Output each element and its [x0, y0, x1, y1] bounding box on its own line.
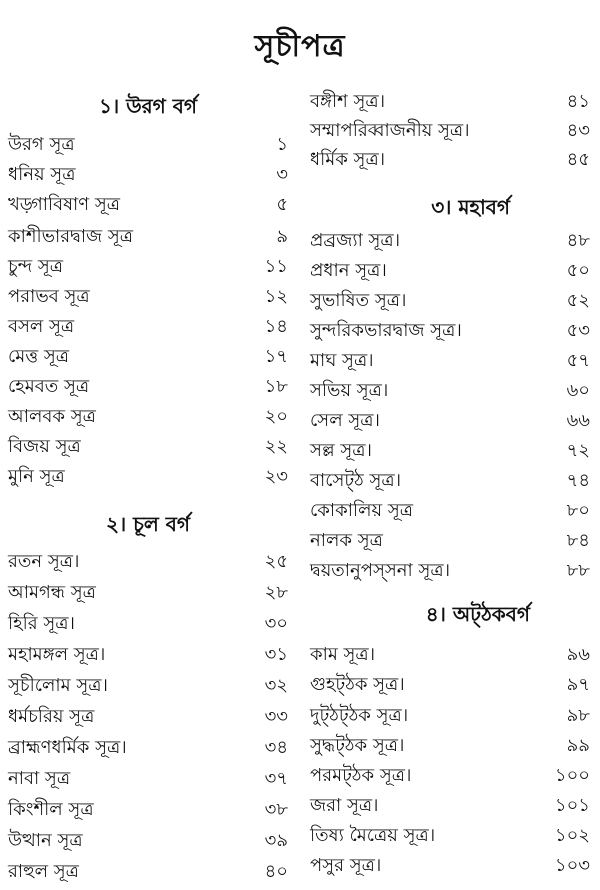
- entry-title: প্রব্রজ্যা সূত্র।: [310, 230, 401, 251]
- entry-title: বসল সূত্র: [8, 316, 75, 337]
- entry-page: ৯: [276, 226, 288, 247]
- toc-entry[interactable]: [310, 851, 590, 881]
- entry-page: ২২: [264, 436, 288, 457]
- toc-entry[interactable]: [310, 286, 590, 316]
- entry-page: ৬৬: [566, 410, 590, 431]
- entry-title: দ্বয়তানুপস্সনা সূত্র।: [310, 560, 451, 581]
- section-heading-1: ১। উরগ বর্গ: [99, 94, 197, 118]
- entry-title: পসুর সূত্র।: [310, 855, 382, 876]
- entry-title: বাসেট্‌ঠ সূত্র।: [310, 470, 402, 491]
- toc-entry[interactable]: [8, 432, 288, 462]
- toc-entry[interactable]: [8, 130, 288, 160]
- entry-title: ধর্মিক সূত্র।: [310, 149, 386, 170]
- toc-entry[interactable]: [310, 670, 590, 700]
- toc-entry[interactable]: [8, 222, 288, 252]
- entry-page: ১০০: [554, 765, 590, 786]
- toc-entry[interactable]: [310, 556, 590, 586]
- entry-page: ১৮: [264, 376, 288, 397]
- toc-entry[interactable]: [8, 609, 288, 639]
- toc-entry[interactable]: [8, 160, 288, 190]
- entry-page: ৯৬: [566, 644, 590, 665]
- toc-entry[interactable]: [310, 145, 590, 175]
- entry-title: ব্রাহ্মণধর্মিক সূত্র।: [8, 737, 127, 758]
- toc-entry[interactable]: [8, 462, 288, 492]
- entry-page: ৯৭: [566, 674, 590, 695]
- toc-entry[interactable]: [310, 346, 590, 376]
- toc-entry[interactable]: [8, 640, 288, 670]
- entry-page: ৩৭: [264, 768, 288, 789]
- toc-entry[interactable]: [8, 857, 288, 887]
- entry-title: সুভাষিত সূত্র।: [310, 290, 407, 311]
- entry-page: ৪০: [264, 861, 288, 882]
- toc-entry[interactable]: [310, 640, 590, 670]
- entry-page: ১০৩: [554, 855, 590, 876]
- entry-title: সুদ্ধট্‌ঠক সূত্র।: [310, 735, 405, 756]
- entry-page: ৮৮: [566, 560, 590, 581]
- entry-page: ৪১: [566, 91, 590, 112]
- entry-page: ৩১: [264, 644, 288, 665]
- toc-entry[interactable]: [310, 791, 590, 821]
- entry-page: ৬০: [566, 380, 590, 401]
- toc-entry[interactable]: [310, 526, 590, 556]
- entry-title: চুন্দ সূত্র: [8, 256, 63, 277]
- entry-title: কিংশীল সূত্র: [8, 799, 94, 820]
- entry-page: ১০২: [554, 825, 590, 846]
- entry-title: সল্ল সূত্র।: [310, 440, 372, 461]
- entry-title: ধনিয় সূত্র: [8, 164, 76, 185]
- toc-entry[interactable]: [310, 406, 590, 436]
- entry-title: সেল সূত্র।: [310, 410, 380, 431]
- toc-entry[interactable]: [8, 795, 288, 825]
- entry-page: ৪৫: [566, 149, 590, 170]
- entry-title: রতন সূত্র।: [8, 551, 80, 572]
- entry-title: ধর্মচরিয় সূত্র: [8, 706, 95, 727]
- toc-entry[interactable]: [8, 190, 288, 220]
- toc-entry[interactable]: [8, 733, 288, 763]
- toc-entry[interactable]: [8, 702, 288, 732]
- entry-page: ৩০: [264, 613, 288, 634]
- entry-page: ৩৯: [264, 830, 288, 851]
- toc-entry[interactable]: [310, 316, 590, 346]
- entry-page: ১৭: [264, 346, 288, 367]
- entry-title: দুট্‌ঠট্‌ঠক সূত্র।: [310, 705, 409, 726]
- entry-page: ৪৩: [566, 120, 590, 141]
- toc-entry[interactable]: [310, 376, 590, 406]
- entry-title: প্রধান সূত্র।: [310, 260, 387, 281]
- entry-title: কোকালিয় সূত্র: [310, 500, 413, 521]
- entry-title: পরমট্‌ঠক সূত্র।: [310, 765, 412, 786]
- entry-page: ৯৮: [566, 705, 590, 726]
- entry-page: ৫: [276, 194, 288, 215]
- entry-page: ৫০: [566, 260, 590, 281]
- entry-title: সম্মাপরিব্বাজনীয় সূত্র।: [310, 120, 470, 141]
- entry-page: ১৪: [264, 316, 288, 337]
- toc-entry[interactable]: [310, 701, 590, 731]
- toc-entry[interactable]: [310, 436, 590, 466]
- toc-entry[interactable]: [8, 312, 288, 342]
- entry-page: ৭২: [566, 440, 590, 461]
- entry-title: উরগ সূত্র: [8, 134, 75, 155]
- entry-title: নাবা সূত্র: [8, 768, 71, 789]
- entry-title: সূচীলোম সূত্র।: [8, 675, 108, 696]
- entry-page: ৭৪: [566, 470, 590, 491]
- entry-title: হেমবত সূত্র: [8, 376, 90, 397]
- toc-entry[interactable]: [8, 342, 288, 372]
- entry-page: ২০: [264, 406, 288, 427]
- toc-entry[interactable]: [8, 826, 288, 856]
- toc-entry[interactable]: [8, 671, 288, 701]
- toc-entry[interactable]: [310, 496, 590, 526]
- entry-page: ৩৩: [264, 706, 288, 727]
- entry-page: ৫৩: [566, 320, 590, 341]
- entry-title: বিজয় সূত্র: [8, 436, 81, 457]
- entry-page: ৮০: [566, 500, 590, 521]
- entry-title: কাশীভারদ্বাজ সূত্র: [8, 226, 134, 247]
- entry-title: মেত্ত সূত্র: [8, 346, 70, 367]
- entry-title: খড়্গাবিষাণ সূত্র: [8, 194, 120, 215]
- entry-page: ২৩: [264, 466, 288, 487]
- entry-page: ৫২: [566, 290, 590, 311]
- page-title: সূচীপত্র: [254, 29, 346, 64]
- entry-page: ৩২: [264, 675, 288, 696]
- entry-title: সুন্দরিকভারদ্বাজ সূত্র।: [310, 320, 462, 341]
- entry-page: ৪৮: [566, 230, 590, 251]
- toc-entry[interactable]: [8, 372, 288, 402]
- entry-title: তিষ্য মৈত্রেয় সূত্র।: [310, 825, 436, 846]
- entry-title: মাঘ সূত্র।: [310, 350, 374, 371]
- toc-entry[interactable]: [8, 578, 288, 608]
- section-heading-3: ৩। মহাবর্গ: [431, 195, 510, 219]
- entry-page: ৩৪: [264, 737, 288, 758]
- entry-title: রাহুল সূত্র: [8, 861, 79, 882]
- entry-page: ১: [276, 134, 288, 155]
- toc-entry[interactable]: [310, 116, 590, 146]
- entry-page: ৩: [276, 164, 288, 185]
- toc-entry[interactable]: [8, 252, 288, 282]
- entry-title: হিরি সূত্র।: [8, 613, 75, 634]
- entry-title: মুনি সূত্র: [8, 466, 65, 487]
- toc-entry[interactable]: [310, 87, 590, 117]
- entry-title: মহামঙ্গল সূত্র।: [8, 644, 106, 665]
- entry-title: আলবক সূত্র: [8, 406, 96, 427]
- toc-entry[interactable]: [8, 547, 288, 577]
- toc-entry[interactable]: [310, 256, 590, 286]
- toc-entry[interactable]: [8, 764, 288, 794]
- entry-title: উত্থান সূত্র: [8, 830, 83, 851]
- entry-title: সভিয় সূত্র।: [310, 380, 389, 401]
- toc-entry[interactable]: [310, 731, 590, 761]
- entry-title: বঙ্গীশ সূত্র।: [310, 91, 386, 112]
- entry-title: গুহট্‌ঠক সূত্র।: [310, 674, 405, 695]
- toc-entry[interactable]: [310, 761, 590, 791]
- entry-page: ১১: [264, 256, 288, 277]
- toc-entry[interactable]: [310, 821, 590, 851]
- section-heading-4: ৪। অট্‌ঠকবর্গ: [425, 602, 530, 626]
- toc-entry[interactable]: [310, 466, 590, 496]
- toc-entry[interactable]: [8, 402, 288, 432]
- entry-page: ৮৪: [566, 530, 590, 551]
- entry-page: ১২: [264, 286, 288, 307]
- toc-entry[interactable]: [310, 226, 590, 256]
- entry-page: ৫৭: [566, 350, 590, 371]
- entry-title: কাম সূত্র।: [310, 644, 376, 665]
- entry-page: ২৫: [264, 551, 288, 572]
- entry-page: ১০১: [554, 795, 590, 816]
- entry-page: ২৮: [264, 582, 288, 603]
- entry-title: নালক সূত্র: [310, 530, 383, 551]
- toc-entry[interactable]: [8, 282, 288, 312]
- entry-title: পরাভব সূত্র: [8, 286, 90, 307]
- entry-page: ৯৯: [566, 735, 590, 756]
- entry-page: ৩৮: [264, 799, 288, 820]
- entry-title: জরা সূত্র।: [310, 795, 379, 816]
- section-heading-2: ২। চূল বর্গ: [105, 512, 191, 536]
- entry-title: আমগন্ধ সূত্র: [8, 582, 96, 603]
